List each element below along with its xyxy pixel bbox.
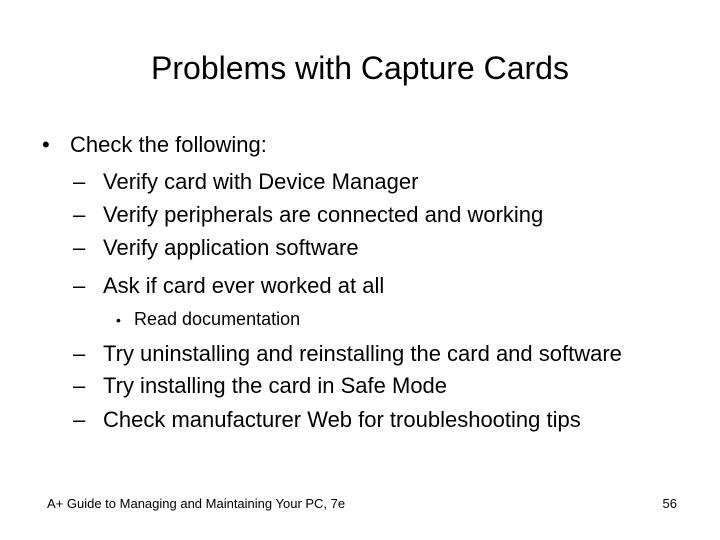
bullet-marker: • <box>116 312 121 328</box>
sub-bullet <box>116 306 300 333</box>
list-item-text: Verify card with Device Manager <box>103 169 419 194</box>
bullet-marker: • <box>42 132 50 157</box>
dash-marker: – <box>73 407 86 432</box>
list-item-text: Verify application software <box>103 235 359 260</box>
footer-page-number: 56 <box>662 496 677 511</box>
list-item <box>73 371 447 401</box>
dash-marker: – <box>73 169 86 194</box>
slide-title: Problems with Capture Cards <box>151 50 569 86</box>
list-item-text: Check manufacturer Web for troubleshooting tips <box>103 407 581 432</box>
sub-bullet-text: Read documentation <box>134 309 301 329</box>
main-bullet-text: Check the following: <box>70 132 267 157</box>
list-item <box>73 200 543 230</box>
list-item <box>73 233 359 263</box>
list-item <box>73 405 581 435</box>
dash-marker: – <box>73 273 86 298</box>
list-item-text: Verify peripherals are connected and working <box>103 202 544 227</box>
list-item <box>73 167 418 197</box>
footer-book-title: A+ Guide to Managing and Maintaining Your PC, 7e <box>47 496 346 511</box>
dash-marker: – <box>73 202 86 227</box>
dash-marker: – <box>73 373 86 398</box>
list-item <box>73 339 622 369</box>
dash-marker: – <box>73 341 86 366</box>
dash-marker: – <box>73 235 86 260</box>
list-item-text: Try uninstalling and reinstalling the card and software <box>103 341 622 366</box>
list-item <box>73 271 384 301</box>
list-item-text: Ask if card ever worked at all <box>103 273 385 298</box>
list-item-text: Try installing the card in Safe Mode <box>103 373 448 398</box>
main-bullet <box>42 130 267 160</box>
